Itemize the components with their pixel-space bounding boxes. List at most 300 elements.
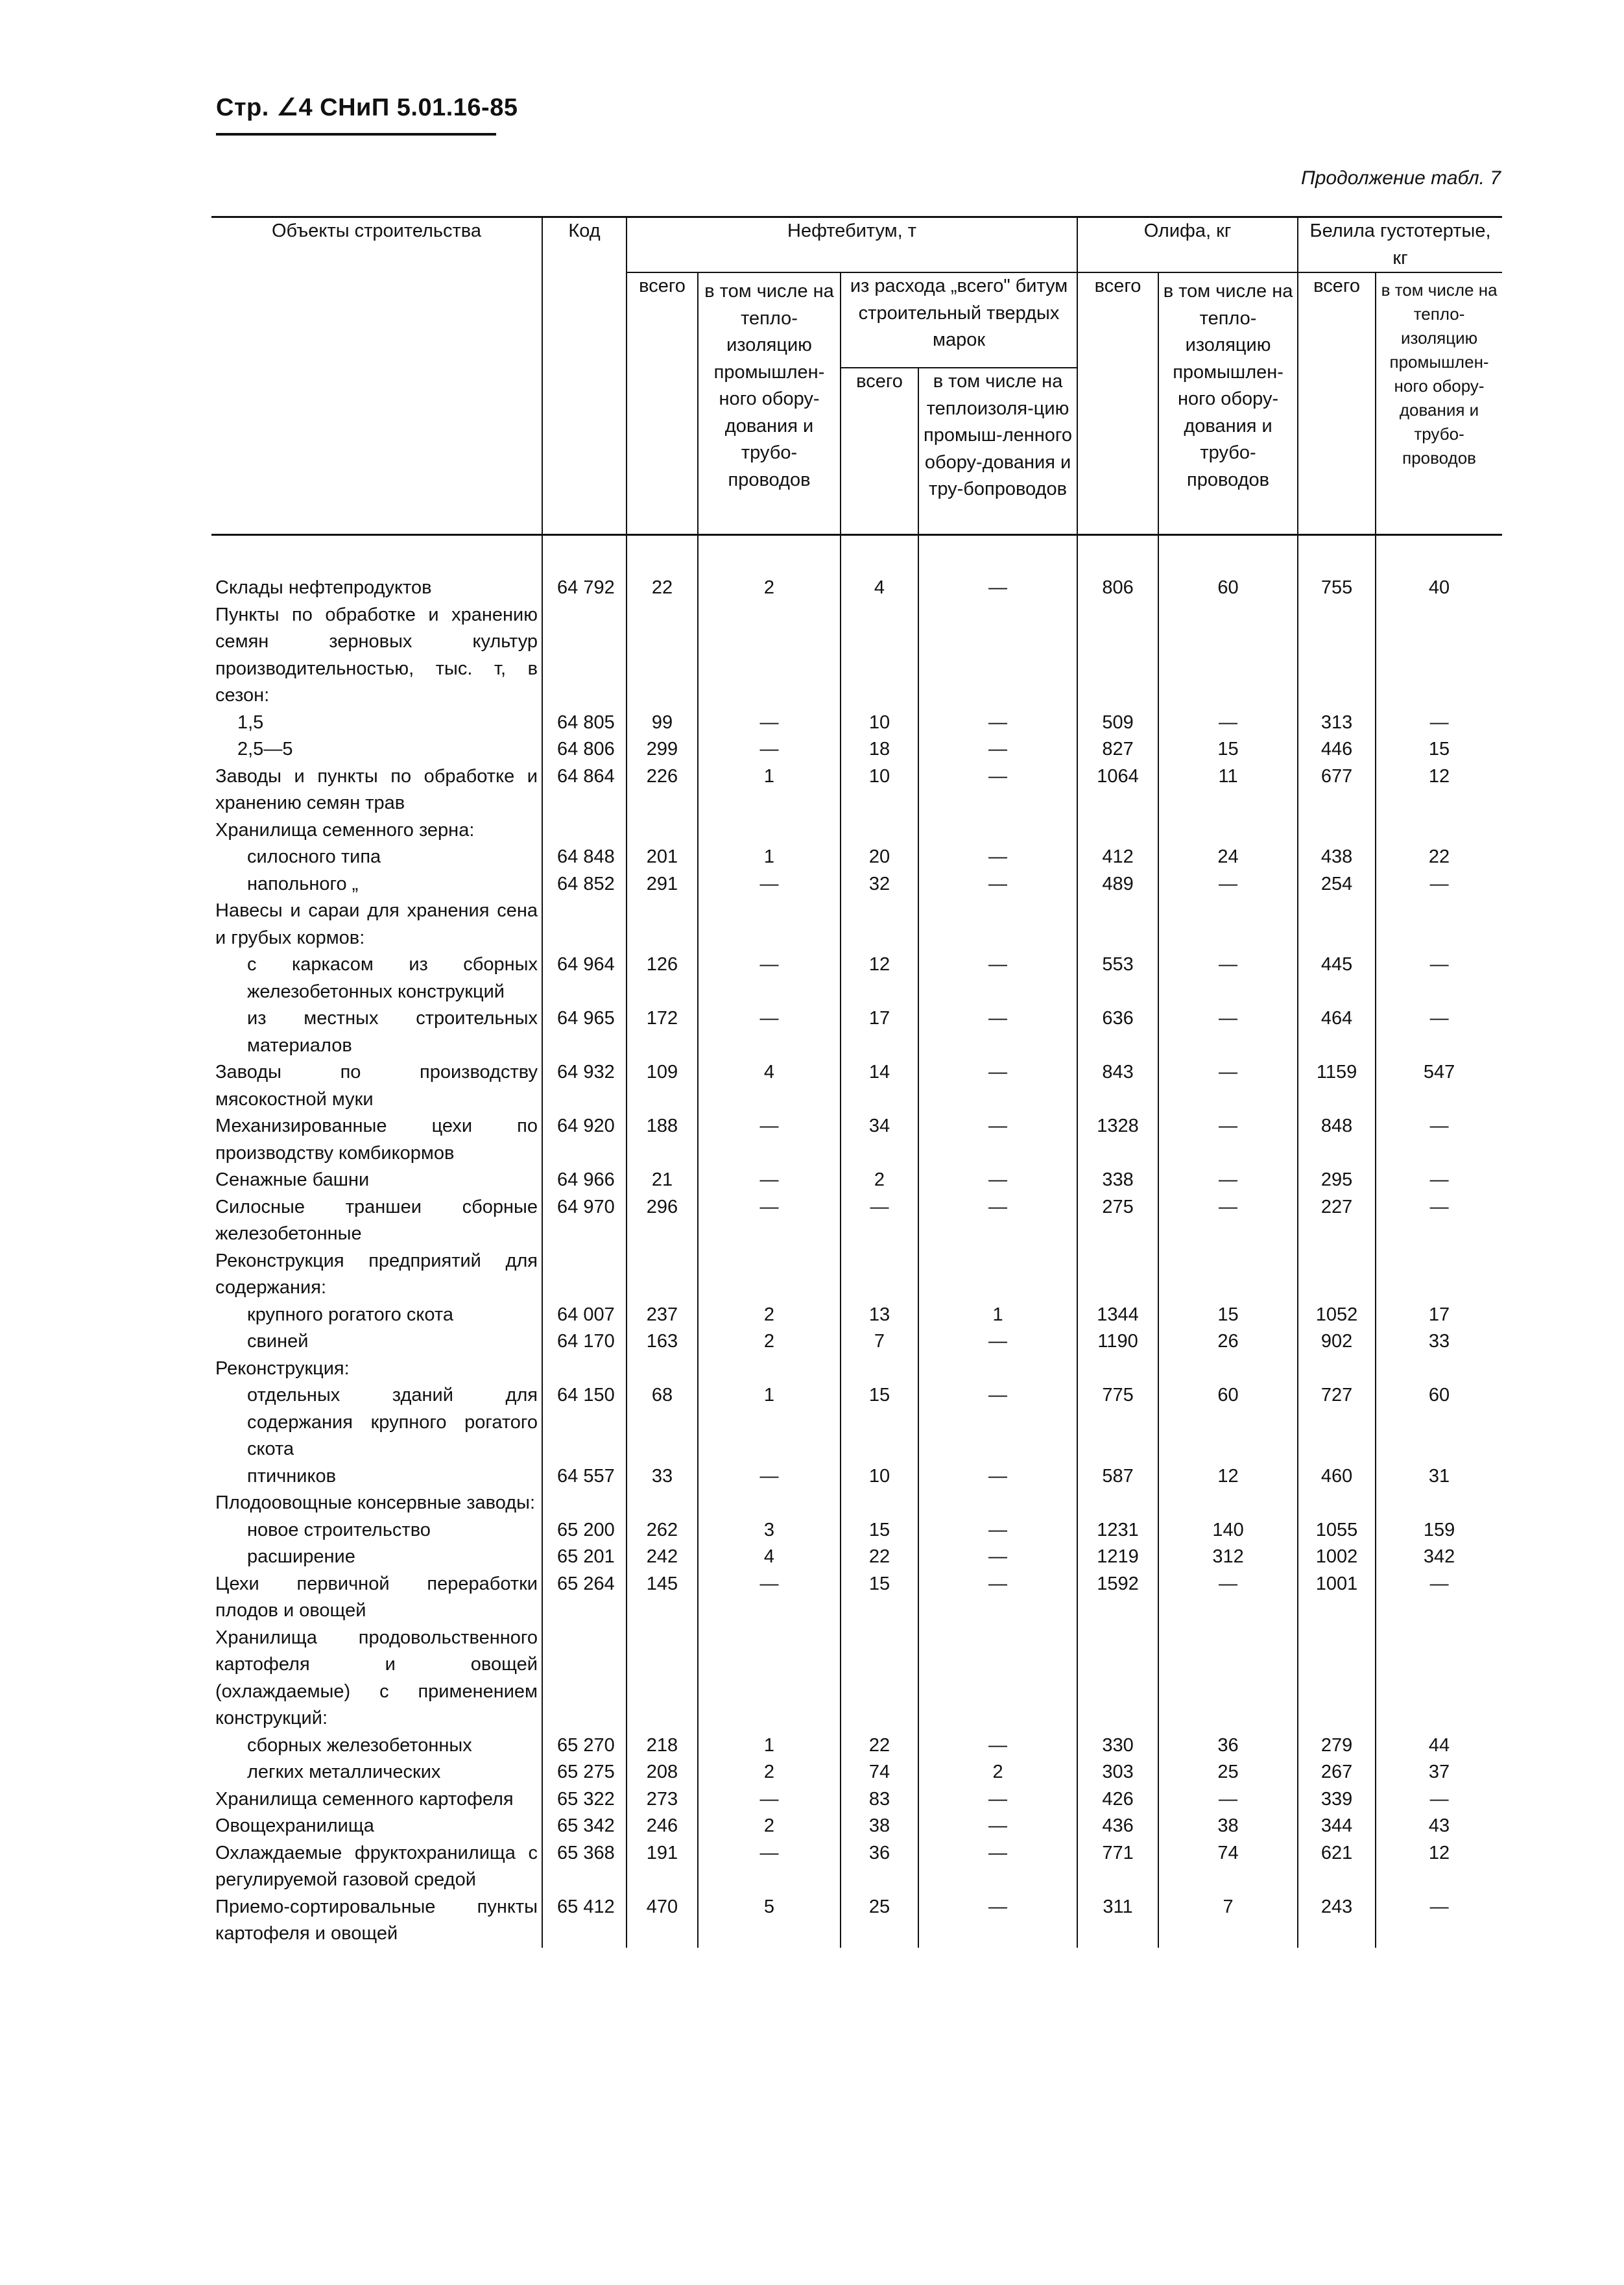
row-value-1 bbox=[627, 602, 698, 710]
row-value-8 bbox=[1376, 898, 1502, 951]
row-value-1: 262 bbox=[627, 1517, 698, 1544]
row-value-6: — bbox=[1158, 1571, 1298, 1625]
row-object-name: Реконструкция: bbox=[215, 1358, 350, 1379]
table-row bbox=[211, 1005, 1502, 1059]
row-value-7: 243 bbox=[1298, 1894, 1376, 1948]
table-row bbox=[211, 1194, 1502, 1248]
row-object-name: Плодоовощные консервные заводы: bbox=[215, 1492, 536, 1513]
row-value-6 bbox=[1158, 1356, 1298, 1383]
row-value-1: 33 bbox=[627, 1463, 698, 1490]
row-value-8 bbox=[1376, 1248, 1502, 1302]
table-row bbox=[211, 1759, 1502, 1786]
row-object-name: Навесы и сараи для хранения сена и грубых кормов: bbox=[215, 900, 538, 948]
table-row bbox=[211, 1356, 1502, 1383]
row-code: 64 852 bbox=[542, 871, 627, 898]
col-belila-total-header: всего bbox=[1298, 272, 1376, 535]
row-value-5: 338 bbox=[1077, 1167, 1158, 1194]
table-row bbox=[211, 575, 1502, 602]
row-value-6 bbox=[1158, 602, 1298, 710]
row-value-4: — bbox=[918, 1813, 1077, 1840]
row-value-3: 20 bbox=[841, 844, 918, 871]
row-value-6: 60 bbox=[1158, 1382, 1298, 1463]
row-value-7: 460 bbox=[1298, 1463, 1376, 1490]
row-value-7 bbox=[1298, 1625, 1376, 1732]
row-value-2: 2 bbox=[698, 575, 841, 602]
row-value-5 bbox=[1077, 1248, 1158, 1302]
row-value-7: 339 bbox=[1298, 1786, 1376, 1813]
page-title: Стр. ∠4 СНиП 5.01.16-85 bbox=[216, 94, 518, 121]
row-value-8: — bbox=[1376, 710, 1502, 737]
row-value-2: — bbox=[698, 1463, 841, 1490]
row-object-name: 1,5 bbox=[237, 712, 264, 733]
row-value-3: 10 bbox=[841, 710, 918, 737]
table-row bbox=[211, 817, 1502, 844]
row-value-5 bbox=[1077, 1356, 1158, 1383]
row-value-3: 36 bbox=[841, 1840, 918, 1894]
row-value-7: 344 bbox=[1298, 1813, 1376, 1840]
row-value-2 bbox=[698, 898, 841, 951]
title-underline bbox=[216, 133, 496, 136]
row-value-7 bbox=[1298, 1356, 1376, 1383]
table-row bbox=[211, 1732, 1502, 1760]
row-value-5 bbox=[1077, 1625, 1158, 1732]
row-value-5: 771 bbox=[1077, 1840, 1158, 1894]
row-value-1: 299 bbox=[627, 736, 698, 763]
row-value-8 bbox=[1376, 1490, 1502, 1517]
row-value-3: — bbox=[841, 1194, 918, 1248]
row-value-8 bbox=[1376, 1356, 1502, 1383]
row-value-2: 1 bbox=[698, 763, 841, 817]
row-code: 64 970 bbox=[542, 1194, 627, 1248]
row-object-name: крупного рогатого скота bbox=[247, 1304, 453, 1325]
materials-table bbox=[211, 216, 1502, 1948]
row-value-4 bbox=[918, 1356, 1077, 1383]
row-value-1: 291 bbox=[627, 871, 698, 898]
table-row bbox=[211, 951, 1502, 1005]
row-value-6: 12 bbox=[1158, 1463, 1298, 1490]
row-value-5: 1344 bbox=[1077, 1302, 1158, 1329]
row-value-4: — bbox=[918, 1544, 1077, 1571]
row-value-4: 1 bbox=[918, 1302, 1077, 1329]
row-object-name: свиней bbox=[247, 1331, 309, 1352]
row-value-3: 15 bbox=[841, 1571, 918, 1625]
col-olifa-header: Олифа, кг bbox=[1077, 217, 1298, 273]
row-value-3: 12 bbox=[841, 951, 918, 1005]
row-value-3: 38 bbox=[841, 1813, 918, 1840]
row-value-6: 15 bbox=[1158, 1302, 1298, 1329]
col-code-header: Код bbox=[542, 217, 627, 535]
row-value-5: 489 bbox=[1077, 871, 1158, 898]
row-value-8: 43 bbox=[1376, 1813, 1502, 1840]
row-code bbox=[542, 1625, 627, 1732]
row-value-1: 246 bbox=[627, 1813, 698, 1840]
row-value-5: 1190 bbox=[1077, 1328, 1158, 1356]
row-value-4 bbox=[918, 898, 1077, 951]
row-value-8: 547 bbox=[1376, 1059, 1502, 1113]
row-value-3 bbox=[841, 1248, 918, 1302]
row-code: 64 964 bbox=[542, 951, 627, 1005]
row-object-name: отдельных зданий для содержания крупного рогатого скота bbox=[247, 1385, 538, 1459]
row-value-2 bbox=[698, 602, 841, 710]
row-value-3: 74 bbox=[841, 1759, 918, 1786]
row-code: 64 965 bbox=[542, 1005, 627, 1059]
row-object-name: Приемо-сортировальные пункты картофеля и овощей bbox=[215, 1896, 538, 1944]
row-value-5: 1219 bbox=[1077, 1544, 1158, 1571]
row-value-6: 36 bbox=[1158, 1732, 1298, 1760]
table-row bbox=[211, 1840, 1502, 1894]
row-value-1: 99 bbox=[627, 710, 698, 737]
row-value-4 bbox=[918, 1490, 1077, 1517]
table-row bbox=[211, 1382, 1502, 1463]
row-value-8: 60 bbox=[1376, 1382, 1502, 1463]
row-value-7: 438 bbox=[1298, 844, 1376, 871]
row-value-4: — bbox=[918, 1194, 1077, 1248]
row-value-5: 311 bbox=[1077, 1894, 1158, 1948]
row-code: 65 322 bbox=[542, 1786, 627, 1813]
row-value-6: — bbox=[1158, 1786, 1298, 1813]
row-value-6: — bbox=[1158, 1113, 1298, 1167]
row-value-3: 15 bbox=[841, 1382, 918, 1463]
row-value-4: — bbox=[918, 1571, 1077, 1625]
row-value-4: 2 bbox=[918, 1759, 1077, 1786]
row-value-6: 24 bbox=[1158, 844, 1298, 871]
row-value-2: — bbox=[698, 1194, 841, 1248]
row-value-8: 12 bbox=[1376, 1840, 1502, 1894]
row-value-3 bbox=[841, 817, 918, 844]
row-value-5: 275 bbox=[1077, 1194, 1158, 1248]
col-neft-total-header: всего bbox=[627, 272, 698, 535]
row-value-7: 254 bbox=[1298, 871, 1376, 898]
row-value-2 bbox=[698, 1490, 841, 1517]
row-value-3: 10 bbox=[841, 1463, 918, 1490]
table-row bbox=[211, 1463, 1502, 1490]
row-value-4 bbox=[918, 602, 1077, 710]
row-value-3 bbox=[841, 1625, 918, 1732]
row-value-8: 37 bbox=[1376, 1759, 1502, 1786]
row-value-5 bbox=[1077, 1490, 1158, 1517]
row-value-7: 755 bbox=[1298, 575, 1376, 602]
row-object-name: Силосные траншеи сборные железобетонные bbox=[215, 1196, 538, 1244]
col-neft-insulation-header: в том числе на тепло-изоляцию промышлен-ного обору-дования и трубо-проводов bbox=[698, 272, 841, 535]
row-code bbox=[542, 602, 627, 710]
row-value-2: — bbox=[698, 1840, 841, 1894]
row-value-1: 163 bbox=[627, 1328, 698, 1356]
row-value-4 bbox=[918, 817, 1077, 844]
row-value-7: 1159 bbox=[1298, 1059, 1376, 1113]
col-object-header: Объекты строительства bbox=[211, 217, 542, 535]
row-value-3: 14 bbox=[841, 1059, 918, 1113]
row-value-5 bbox=[1077, 817, 1158, 844]
row-value-7 bbox=[1298, 602, 1376, 710]
row-object-name: расширение bbox=[247, 1546, 355, 1567]
row-value-4: — bbox=[918, 1167, 1077, 1194]
row-value-4: — bbox=[918, 1005, 1077, 1059]
row-value-5: 509 bbox=[1077, 710, 1158, 737]
row-value-6: 7 bbox=[1158, 1894, 1298, 1948]
row-value-6: 60 bbox=[1158, 575, 1298, 602]
row-value-2: 2 bbox=[698, 1328, 841, 1356]
row-object-name: напольного „ bbox=[247, 873, 359, 894]
row-value-6: 74 bbox=[1158, 1840, 1298, 1894]
row-value-3: 15 bbox=[841, 1517, 918, 1544]
row-code: 65 201 bbox=[542, 1544, 627, 1571]
row-value-6 bbox=[1158, 1625, 1298, 1732]
col-neftebitum-header: Нефтебитум, т bbox=[627, 217, 1077, 273]
row-value-6: 25 bbox=[1158, 1759, 1298, 1786]
row-value-2: — bbox=[698, 736, 841, 763]
row-code: 65 264 bbox=[542, 1571, 627, 1625]
row-value-8 bbox=[1376, 817, 1502, 844]
table-row bbox=[211, 1894, 1502, 1948]
row-value-2 bbox=[698, 1625, 841, 1732]
row-value-8: — bbox=[1376, 871, 1502, 898]
row-value-8: — bbox=[1376, 1786, 1502, 1813]
row-object-name: сборных железобетонных bbox=[247, 1734, 472, 1756]
row-value-4: — bbox=[918, 763, 1077, 817]
table-row bbox=[211, 763, 1502, 817]
table-row bbox=[211, 1490, 1502, 1517]
row-code bbox=[542, 898, 627, 951]
row-value-1: 21 bbox=[627, 1167, 698, 1194]
row-value-2 bbox=[698, 1356, 841, 1383]
row-value-8: — bbox=[1376, 1894, 1502, 1948]
row-value-4: — bbox=[918, 1113, 1077, 1167]
row-value-4: — bbox=[918, 1382, 1077, 1463]
row-code: 64 007 bbox=[542, 1302, 627, 1329]
row-value-5: 843 bbox=[1077, 1059, 1158, 1113]
table-row bbox=[211, 1328, 1502, 1356]
row-value-7: 848 bbox=[1298, 1113, 1376, 1167]
row-value-1: 208 bbox=[627, 1759, 698, 1786]
row-value-7: 313 bbox=[1298, 710, 1376, 737]
row-object-name: Цехи первичной переработки плодов и овощей bbox=[215, 1573, 538, 1621]
row-value-7 bbox=[1298, 817, 1376, 844]
row-code: 64 966 bbox=[542, 1167, 627, 1194]
table-row bbox=[211, 1786, 1502, 1813]
row-value-5: 426 bbox=[1077, 1786, 1158, 1813]
row-value-8: 40 bbox=[1376, 575, 1502, 602]
row-value-7: 1001 bbox=[1298, 1571, 1376, 1625]
row-code: 64 170 bbox=[542, 1328, 627, 1356]
row-value-8: — bbox=[1376, 1113, 1502, 1167]
row-value-6: — bbox=[1158, 1194, 1298, 1248]
row-value-3: 10 bbox=[841, 763, 918, 817]
row-code bbox=[542, 1248, 627, 1302]
row-value-7: 677 bbox=[1298, 763, 1376, 817]
row-value-4: — bbox=[918, 736, 1077, 763]
row-value-3 bbox=[841, 898, 918, 951]
row-value-1: 226 bbox=[627, 763, 698, 817]
col-belila-insulation-header: в том числе на тепло-изоляцию промышлен-ного обору-дования и трубо-проводов bbox=[1376, 272, 1502, 535]
row-value-5: 806 bbox=[1077, 575, 1158, 602]
row-value-3 bbox=[841, 602, 918, 710]
row-value-6: — bbox=[1158, 951, 1298, 1005]
row-value-7: 227 bbox=[1298, 1194, 1376, 1248]
row-object-name: Охлаждаемые фруктохранилища с регулируемой газовой средой bbox=[215, 1842, 538, 1890]
row-value-7: 1002 bbox=[1298, 1544, 1376, 1571]
row-value-8: — bbox=[1376, 1571, 1502, 1625]
row-value-2: 2 bbox=[698, 1759, 841, 1786]
row-value-1: 22 bbox=[627, 575, 698, 602]
row-value-3: 83 bbox=[841, 1786, 918, 1813]
row-object-name: Хранилища семенного зерна: bbox=[215, 819, 475, 841]
row-value-2: 1 bbox=[698, 844, 841, 871]
row-value-2: 1 bbox=[698, 1732, 841, 1760]
row-code: 64 864 bbox=[542, 763, 627, 817]
row-value-5: 827 bbox=[1077, 736, 1158, 763]
row-value-6: 38 bbox=[1158, 1813, 1298, 1840]
row-value-4: — bbox=[918, 1840, 1077, 1894]
row-value-1: 109 bbox=[627, 1059, 698, 1113]
row-value-8: 17 bbox=[1376, 1302, 1502, 1329]
col-bitum-total-header: всего bbox=[841, 368, 918, 535]
table-row bbox=[211, 871, 1502, 898]
row-value-3: 7 bbox=[841, 1328, 918, 1356]
row-value-3: 34 bbox=[841, 1113, 918, 1167]
row-value-5: 330 bbox=[1077, 1732, 1158, 1760]
col-belila-header: Белила густотертые, кг bbox=[1298, 217, 1502, 273]
row-value-4: — bbox=[918, 844, 1077, 871]
row-code: 65 342 bbox=[542, 1813, 627, 1840]
table-row bbox=[211, 898, 1502, 951]
row-code: 64 805 bbox=[542, 710, 627, 737]
table-row bbox=[211, 1517, 1502, 1544]
row-value-4: — bbox=[918, 1786, 1077, 1813]
row-value-8: 22 bbox=[1376, 844, 1502, 871]
row-object-name: Заводы по производству мясокостной муки bbox=[215, 1062, 538, 1110]
row-value-4: — bbox=[918, 710, 1077, 737]
row-value-5: 303 bbox=[1077, 1759, 1158, 1786]
row-value-5 bbox=[1077, 602, 1158, 710]
row-value-2: — bbox=[698, 1571, 841, 1625]
row-value-5: 1231 bbox=[1077, 1517, 1158, 1544]
row-value-5: 775 bbox=[1077, 1382, 1158, 1463]
row-value-4 bbox=[918, 1625, 1077, 1732]
row-code bbox=[542, 1356, 627, 1383]
col-olifa-insulation-header: в том числе на тепло-изоляцию промышлен-ного обору-дования и трубо-проводов bbox=[1158, 272, 1298, 535]
col-bitum-insulation-header: в том числе на теплоизоля-цию промыш-ленного обору-дования и тру-бопроводов bbox=[918, 368, 1077, 535]
row-code: 65 270 bbox=[542, 1732, 627, 1760]
table-row bbox=[211, 1813, 1502, 1840]
row-value-2: — bbox=[698, 710, 841, 737]
row-value-8 bbox=[1376, 1625, 1502, 1732]
row-value-3: 13 bbox=[841, 1302, 918, 1329]
row-value-3: 4 bbox=[841, 575, 918, 602]
row-object-name: силосного типа bbox=[247, 846, 381, 867]
row-value-8: 12 bbox=[1376, 763, 1502, 817]
row-value-6: — bbox=[1158, 1167, 1298, 1194]
row-object-name: Овощехранилища bbox=[215, 1815, 374, 1836]
row-value-1: 172 bbox=[627, 1005, 698, 1059]
row-value-8: 15 bbox=[1376, 736, 1502, 763]
row-value-8: 159 bbox=[1376, 1517, 1502, 1544]
row-value-4 bbox=[918, 1248, 1077, 1302]
row-value-1 bbox=[627, 898, 698, 951]
row-value-7: 446 bbox=[1298, 736, 1376, 763]
row-value-2 bbox=[698, 817, 841, 844]
col-neft-bitum-header: из расхода „всего" битум строительный твердых марок bbox=[841, 272, 1077, 368]
row-code: 64 792 bbox=[542, 575, 627, 602]
row-value-4: — bbox=[918, 1059, 1077, 1113]
row-value-6: — bbox=[1158, 710, 1298, 737]
row-value-2: — bbox=[698, 1005, 841, 1059]
row-value-1: 126 bbox=[627, 951, 698, 1005]
row-object-name: Заводы и пункты по обработке и хранению семян трав bbox=[215, 765, 538, 813]
row-value-1: 201 bbox=[627, 844, 698, 871]
row-value-3: 25 bbox=[841, 1894, 918, 1948]
row-code bbox=[542, 1490, 627, 1517]
table-row bbox=[211, 1544, 1502, 1571]
row-value-1 bbox=[627, 1356, 698, 1383]
row-value-8: — bbox=[1376, 951, 1502, 1005]
row-code: 64 557 bbox=[542, 1463, 627, 1490]
table-row bbox=[211, 710, 1502, 737]
row-value-7: 464 bbox=[1298, 1005, 1376, 1059]
row-code: 65 275 bbox=[542, 1759, 627, 1786]
row-value-4: — bbox=[918, 1894, 1077, 1948]
row-value-7: 1052 bbox=[1298, 1302, 1376, 1329]
row-value-7: 727 bbox=[1298, 1382, 1376, 1463]
row-value-6: 15 bbox=[1158, 736, 1298, 763]
row-value-1: 470 bbox=[627, 1894, 698, 1948]
row-object-name: Механизированные цехи по производству комбикормов bbox=[215, 1116, 538, 1164]
row-value-5: 1064 bbox=[1077, 763, 1158, 817]
row-object-name: новое строительство bbox=[247, 1519, 431, 1540]
row-value-1: 191 bbox=[627, 1840, 698, 1894]
row-value-7: 621 bbox=[1298, 1840, 1376, 1894]
row-value-1: 296 bbox=[627, 1194, 698, 1248]
row-value-7: 295 bbox=[1298, 1167, 1376, 1194]
row-value-2: 2 bbox=[698, 1302, 841, 1329]
row-object-name: птичников bbox=[247, 1465, 337, 1487]
row-value-8: 33 bbox=[1376, 1328, 1502, 1356]
row-value-1: 242 bbox=[627, 1544, 698, 1571]
row-value-4: — bbox=[918, 575, 1077, 602]
row-value-5 bbox=[1077, 898, 1158, 951]
row-value-6: 312 bbox=[1158, 1544, 1298, 1571]
row-value-7: 279 bbox=[1298, 1732, 1376, 1760]
row-code: 64 806 bbox=[542, 736, 627, 763]
col-olifa-total-header: всего bbox=[1077, 272, 1158, 535]
row-value-8: 342 bbox=[1376, 1544, 1502, 1571]
row-value-7 bbox=[1298, 1490, 1376, 1517]
row-value-5: 553 bbox=[1077, 951, 1158, 1005]
row-code: 64 932 bbox=[542, 1059, 627, 1113]
row-value-1 bbox=[627, 817, 698, 844]
row-value-5: 412 bbox=[1077, 844, 1158, 871]
table-row bbox=[211, 1571, 1502, 1625]
row-value-1: 145 bbox=[627, 1571, 698, 1625]
row-value-6 bbox=[1158, 817, 1298, 844]
row-object-name: Хранилища продовольственного картофеля и овощей (охлаждаемые) с применением конструкций: bbox=[215, 1627, 538, 1729]
row-value-2: 1 bbox=[698, 1382, 841, 1463]
row-value-1: 68 bbox=[627, 1382, 698, 1463]
row-value-6 bbox=[1158, 1490, 1298, 1517]
table-row bbox=[211, 1113, 1502, 1167]
row-value-2: — bbox=[698, 951, 841, 1005]
row-value-1: 218 bbox=[627, 1732, 698, 1760]
row-value-5: 587 bbox=[1077, 1463, 1158, 1490]
row-value-8: 31 bbox=[1376, 1463, 1502, 1490]
row-value-5: 1592 bbox=[1077, 1571, 1158, 1625]
row-value-8: — bbox=[1376, 1167, 1502, 1194]
row-value-8 bbox=[1376, 602, 1502, 710]
table-row bbox=[211, 844, 1502, 871]
row-value-4: — bbox=[918, 1328, 1077, 1356]
row-value-2: 4 bbox=[698, 1059, 841, 1113]
row-code: 65 200 bbox=[542, 1517, 627, 1544]
row-value-4: — bbox=[918, 1463, 1077, 1490]
